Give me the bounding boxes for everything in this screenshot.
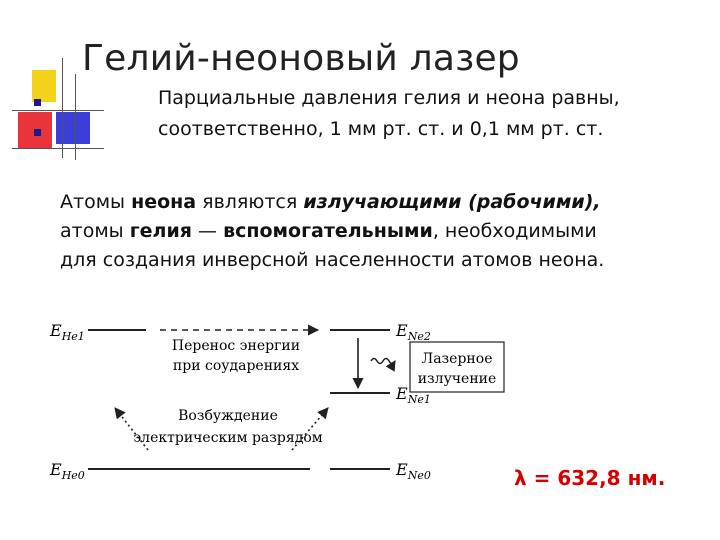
label-e-ne2: $E_{Ne2}$ bbox=[396, 321, 431, 343]
caption-transfer-1: Перенос энергии bbox=[171, 338, 301, 354]
caption-excitation-2: электрическим разрядом bbox=[133, 430, 323, 446]
label-e-he0: $E_{He0}$ bbox=[50, 460, 85, 482]
emphasis-text-emitting: излучающими (рабочими), bbox=[303, 191, 601, 213]
bold-text-neon: неона bbox=[131, 191, 197, 213]
wavelength-value: λ = 632,8 нм. bbox=[514, 466, 666, 490]
text-span: Атомы bbox=[60, 191, 132, 213]
label-e-ne0: $E_{Ne0}$ bbox=[396, 460, 431, 482]
caption-laser-1: Лазерное bbox=[421, 351, 493, 367]
text-span: являются bbox=[196, 191, 304, 213]
slide-title: Гелий-неоновый лазер bbox=[82, 38, 520, 79]
bullet-text-2: соответственно, 1 мм рт. ст. и 0,1 мм рт. ст. bbox=[158, 118, 604, 140]
bold-text-helium: гелия bbox=[129, 220, 192, 242]
bold-text-auxiliary: вспомогательными bbox=[223, 220, 433, 242]
label-e-ne1: $E_{Ne1}$ bbox=[396, 384, 431, 406]
text-span: , необходимыми bbox=[432, 220, 597, 242]
bullet-text-1: Парциальные давления гелия и неона равны, bbox=[158, 87, 620, 109]
text-span: атомы bbox=[60, 220, 130, 242]
paragraph-line-3: для создания инверсной населенности атомов неона. bbox=[60, 249, 605, 271]
text-span: — bbox=[191, 220, 224, 242]
label-e-he1: $E_{He1}$ bbox=[50, 321, 85, 343]
caption-excitation-1: Возбуждение bbox=[178, 408, 278, 424]
caption-transfer-2: при соударениях bbox=[172, 358, 300, 374]
caption-laser-2: излучение bbox=[417, 371, 497, 387]
photon-wave-icon bbox=[371, 359, 395, 364]
